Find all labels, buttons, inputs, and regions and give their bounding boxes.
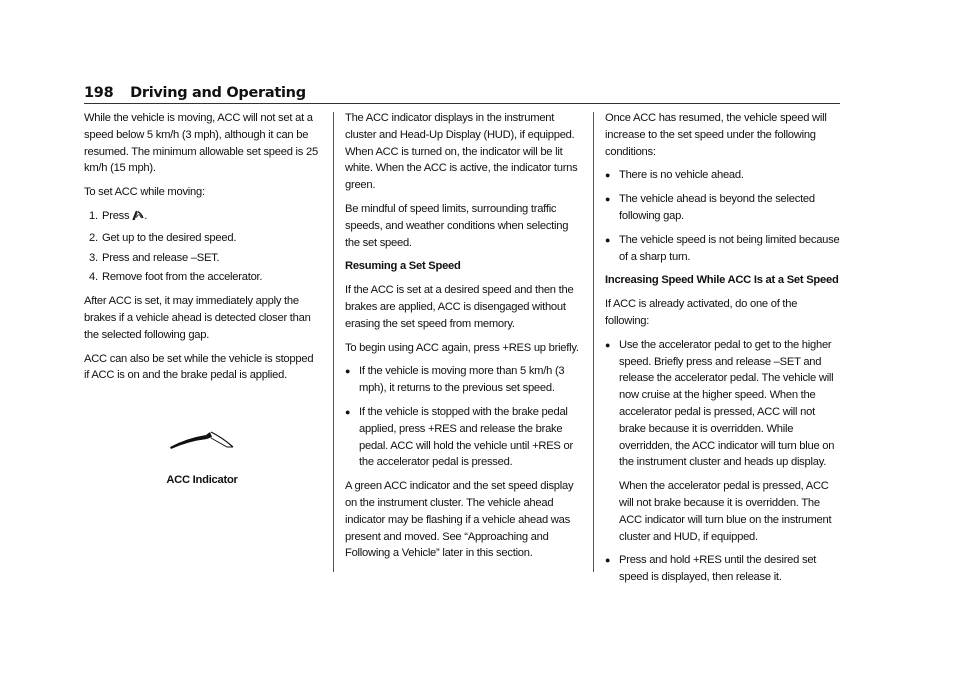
bullet-text: Use the accelerator pedal to get to the higher speed. Briefly press and release –SET and release the accelerator pedal. The vehicle will now cruise at the higher speed. When the accelerator pedal is pressed, ACC will not brake because it is overridden. While overridden, the ACC indicator will turn blue on the instrument cluster and heads up display.	[619, 338, 835, 469]
column-2	[345, 110, 581, 569]
step-text: Press and release –SET.	[102, 251, 220, 264]
column-1	[84, 110, 320, 489]
bullet-item	[605, 167, 841, 184]
page-number: 198	[84, 85, 114, 101]
steps-list	[84, 208, 320, 286]
step-number: 3.	[89, 251, 98, 264]
acc-indicator-icon	[167, 428, 237, 450]
paragraph: Once ACC has resumed, the vehicle speed will increase to the set speed under the following conditions:	[605, 112, 827, 158]
bullet-text: If the vehicle is stopped with the brake pedal applied, press +RES and release the brake pedal. ACC will hold the vehicle until +RES or the accelerator pedal is pressed.	[359, 405, 573, 469]
bullet-list	[605, 167, 841, 265]
bullet-icon: ●	[605, 170, 611, 181]
acc-indicator-figure	[84, 428, 320, 489]
page-header	[84, 84, 840, 102]
step-text: Get up to the desired speed.	[102, 231, 237, 244]
paragraph: To begin using ACC again, press +RES up briefly.	[345, 341, 579, 354]
step-item	[84, 208, 320, 227]
bullet-text: The vehicle speed is not being limited because of a sharp turn.	[619, 233, 840, 263]
step-number: 1.	[89, 209, 98, 222]
section-heading: Increasing Speed While ACC Is at a Set Speed	[605, 274, 839, 287]
paragraph: To set ACC while moving:	[84, 186, 205, 199]
paragraph: If ACC is already activated, do one of the following:	[605, 298, 798, 327]
step-item	[84, 230, 320, 247]
column-divider-2	[593, 112, 594, 572]
paragraph: Be mindful of speed limits, surrounding traffic speeds, and weather conditions when selecting the set speed.	[345, 202, 569, 249]
step-item	[84, 269, 320, 286]
bullet-item	[605, 552, 841, 586]
bullet-item	[345, 404, 581, 471]
bullet-subparagraph: When the accelerator pedal is pressed, ACC will not brake because it is overridden. The ACC indicator will turn blue on the instrument cluster and HUD, if equipped.	[619, 480, 832, 543]
bullet-icon: ●	[345, 366, 351, 377]
bullet-icon: ●	[345, 406, 351, 417]
step-text: Press	[102, 209, 130, 222]
column-divider-1	[333, 112, 334, 572]
bullet-icon: ●	[605, 555, 611, 566]
paragraph: While the vehicle is moving, ACC will not set at a speed below 5 km/h (3 mph), although it can be resumed. The minimum allowable set speed is 25 km/h (15 mph).	[84, 112, 318, 175]
column-3	[605, 110, 841, 593]
bullet-list	[345, 363, 581, 471]
bullet-text: There is no vehicle ahead.	[619, 169, 744, 182]
bullet-icon: ●	[605, 234, 611, 245]
paragraph: A green ACC indicator and the set speed display on the instrument cluster. The vehicle ahead indicator may be flashing if a vehicle ahead was present and moved. See “Approaching and Following a Vehicle” later in this section.	[345, 480, 574, 560]
section-heading: Resuming a Set Speed	[345, 260, 461, 273]
bullet-icon: ●	[605, 194, 611, 205]
step-item	[84, 250, 320, 267]
bullet-text: If the vehicle is moving more than 5 km/h (3 mph), it returns to the previous set speed.	[359, 365, 565, 395]
bullet-item	[345, 363, 581, 397]
bullet-body	[619, 337, 841, 546]
step-number: 4.	[89, 271, 98, 284]
bullet-text: Press and hold +RES until the desired set speed is displayed, then release it.	[619, 554, 817, 584]
paragraph: After ACC is set, it may immediately apply the brakes if a vehicle ahead is detected closer than the selected following gap.	[84, 295, 311, 341]
step-number: 2.	[89, 231, 98, 244]
paragraph: If the ACC is set at a desired speed and then the brakes are applied, ACC is disengaged without erasing the set speed from memory.	[345, 284, 574, 330]
section-title: Driving and Operating	[130, 85, 306, 101]
header-rule	[84, 103, 840, 104]
bullet-list	[605, 337, 841, 586]
bullet-item	[605, 191, 841, 225]
paragraph: The ACC indicator displays in the instrument cluster and Head-Up Display (HUD), if equipped. When ACC is turned on, the indicator will be lit white. When the ACC is active, the indicator turns green.	[345, 112, 578, 192]
figure-caption: ACC Indicator	[166, 474, 238, 487]
bullet-item	[605, 232, 841, 266]
paragraph: ACC can also be set while the vehicle is stopped if ACC is on and the brake pedal is applied.	[84, 352, 314, 382]
acc-button-icon	[132, 208, 144, 227]
bullet-icon: ●	[605, 339, 611, 350]
step-text: Remove foot from the accelerator.	[102, 271, 263, 284]
step-text-suffix: .	[144, 209, 148, 222]
bullet-item	[605, 337, 841, 546]
bullet-text: The vehicle ahead is beyond the selected following gap.	[619, 193, 815, 222]
